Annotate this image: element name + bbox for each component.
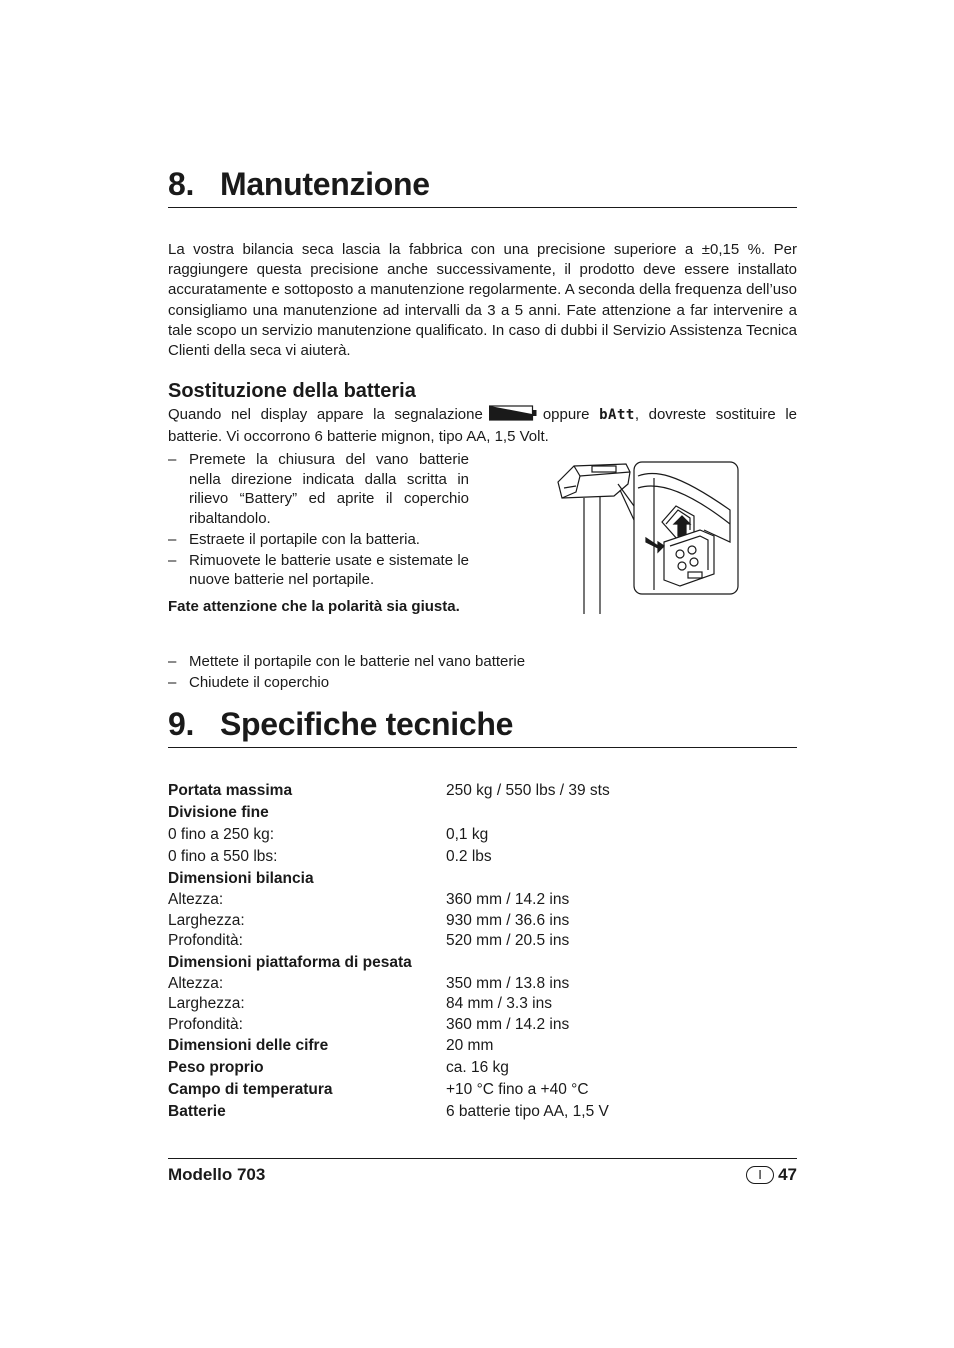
spec-row [168,824,797,846]
spec-label: Profondità: [168,1015,243,1033]
section-9-heading [168,706,797,748]
spec-label: Larghezza: [168,995,245,1013]
battery-intro-or: oppure [542,406,590,423]
spec-label: Peso proprio [168,1059,264,1076]
spec-row [168,1101,797,1123]
maintenance-intro: La vostra bilancia seca lascia la fabbrica con una precisione superiore a ±0,15 %. Per raggiungere questa precisione anche successivamente, il prodotto deve essere installato accuratamente e sottoposto a manutenzione regolarmente. A seconda della frequenza dell’uso consigliamo una manutenzione ad intervalli da 3 a 5 anni. Fate attenzione a far intervenire a tale scopo un servizio manutenzione qualificato. In caso di dubbi il Servizio Assistenza Tecnica Clienti della seca vi aiuterà. [168,241,797,360]
spec-value: 350 mm / 13.8 ins [446,974,570,992]
page-number: 47 [778,1165,797,1184]
page-footer [168,1158,797,1185]
list-item: – Premete la chiusura del vano batterie nella direzione indicata dalla scritta in rilievo “Battery” ed aprite il coperchio ribaltandolo. [168,450,469,528]
spec-label: Larghezza: [168,911,245,929]
spec-value: 360 mm / 14.2 ins [446,1015,570,1033]
spec-label: 0 fino a 550 lbs: [168,848,278,865]
battery-heading: Sostituzione della batteria [168,380,416,402]
section-8-number: 8. [168,166,195,202]
spec-value: 84 mm / 3.3 ins [446,995,552,1013]
spec-label: Dimensioni bilancia [168,870,314,887]
spec-label: Campo di temperatura [168,1081,333,1098]
battery-compartment-illustration [554,458,744,623]
spec-row [168,974,797,995]
spec-row [168,1079,797,1101]
spec-value: 0.2 lbs [446,848,492,865]
spec-row [168,931,797,952]
battery-intro [168,405,797,447]
spec-row [168,1035,797,1057]
spec-row [168,911,797,932]
section-9-number: 9. [168,706,195,742]
spec-value: 360 mm / 14.2 ins [446,891,570,909]
spec-label: Altezza: [168,974,224,992]
spec-value: 0,1 kg [446,826,489,843]
language-badge: I [746,1166,774,1184]
spec-row [168,952,797,974]
spec-row [168,846,797,868]
battery-steps-list [168,450,469,591]
section-8-title: Manutenzione [220,166,430,202]
spec-row [168,1015,797,1036]
battery-steps-after-list [168,652,797,694]
spec-value: 20 mm [446,1037,494,1054]
spec-label: Divisione fine [168,804,269,821]
spec-value: +10 °C fino a +40 °C [446,1081,589,1098]
spec-row [168,1057,797,1079]
spec-value: 250 kg / 550 lbs / 39 sts [446,782,610,799]
spec-row [168,780,797,802]
section-9-title: Specifiche tecniche [220,706,514,742]
lcd-batt-text: bAtt [599,407,635,423]
list-item: – Chiudete il coperchio [168,673,797,693]
battery-low-icon [489,405,537,427]
list-item: – Estraete il portapile con la batteria. [168,530,469,550]
list-item: – Rimuovete le batterie usate e sistemate le nuove batterie nel portapile. [168,551,469,590]
spec-label: 0 fino a 250 kg: [168,826,274,843]
battery-intro-before: Quando nel display appare la segnalazione [168,406,483,423]
spec-label: Dimensioni delle cifre [168,1037,329,1054]
specs-table [168,780,797,1123]
spec-row [168,890,797,911]
spec-value: ca. 16 kg [446,1059,509,1076]
spec-label: Batterie [168,1103,226,1120]
spec-row [168,994,797,1015]
spec-label: Profondità: [168,932,243,950]
battery-intro-after: , dovreste sostituire le batterie. Vi occorrono 6 batterie mignon, tipo AA, 1,5 Volt. [168,406,797,446]
spec-label: Dimensioni piattaforma di pesata [168,953,412,971]
polarity-warning: Fate attenzione che la polarità sia giusta. [168,598,460,615]
section-8-heading [168,166,797,208]
spec-value: 6 batterie tipo AA, 1,5 V [446,1103,609,1120]
spec-value: 520 mm / 20.5 ins [446,932,570,950]
list-item: – Mettete il portapile con le batterie nel vano batterie [168,652,797,672]
spec-row [168,868,797,890]
spec-value: 930 mm / 36.6 ins [446,911,570,929]
model-name: Modello 703 [168,1165,266,1184]
spec-row [168,802,797,824]
page-indicator [746,1165,797,1185]
spec-label: Altezza: [168,891,224,909]
spec-label: Portata massima [168,782,293,799]
